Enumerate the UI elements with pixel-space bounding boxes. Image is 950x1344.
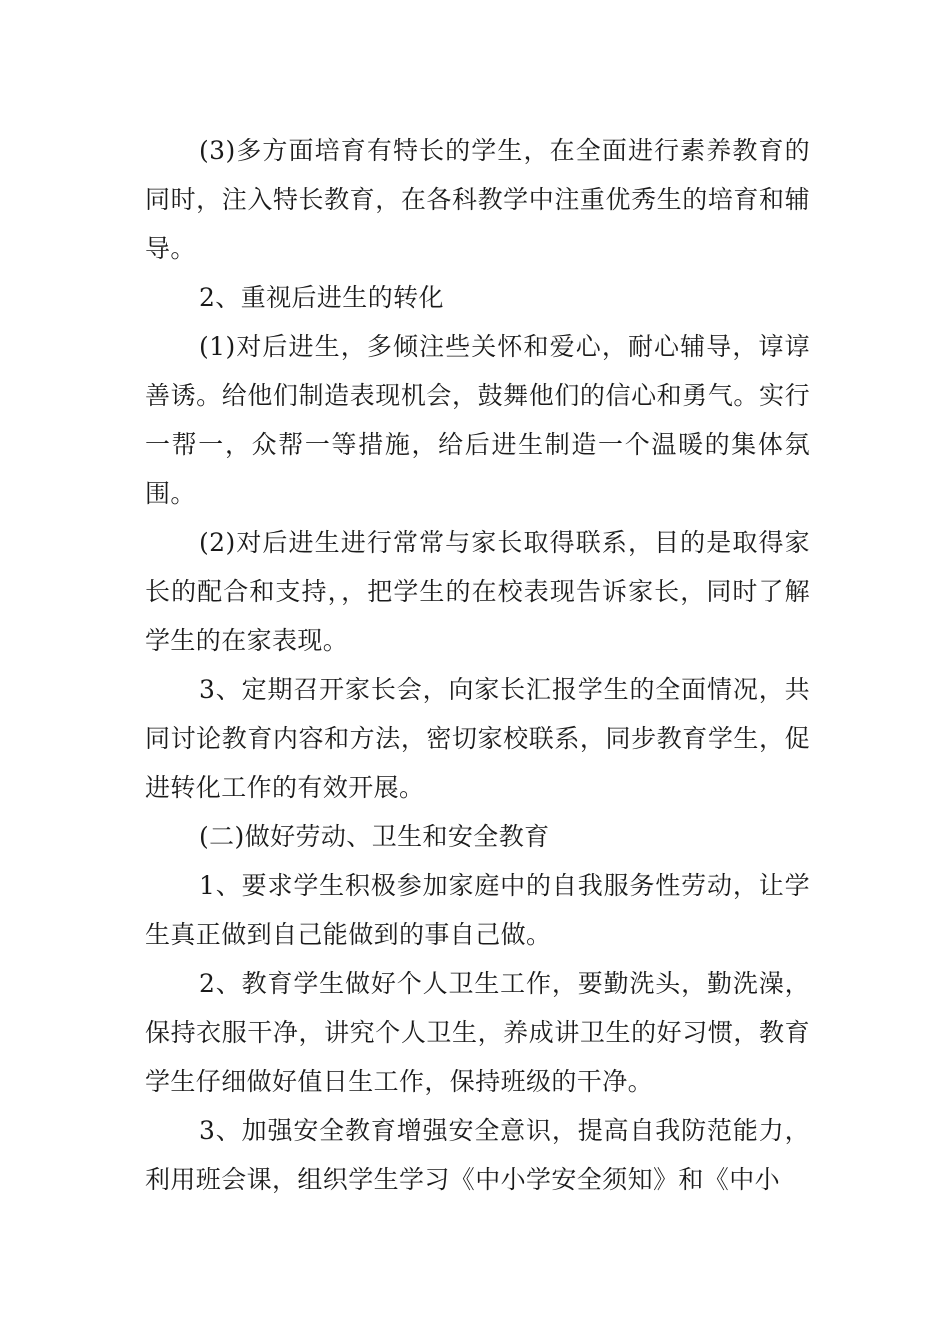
paragraph-7: 1、要求学生积极参加家庭中的自我服务性劳动，让学生真正做到自己能做到的事自己做。 [145, 871, 810, 949]
paragraph-5: 3、定期召开家长会，向家长汇报学生的全面情况，共同讨论教育内容和方法，密切家校联系，同步教育学生，促进转化工作的有效开展。 [145, 675, 810, 802]
paragraph-4: (2)对后进生进行常常与家长取得联系，目的是取得家长的配合和支持，，把学生的在校表现告诉家长，同时了解学生的在家表现。 [145, 528, 810, 655]
paragraph-3: (1)对后进生，多倾注些关怀和爱心，耐心辅导，谆谆善诱。给他们制造表现机会，鼓舞他们的信心和勇气。实行一帮一，众帮一等措施，给后进生制造一个温暖的集体氛围。 [145, 332, 810, 508]
paragraph-8: 2、教育学生做好个人卫生工作，要勤洗头，勤洗澡，保持衣服干净，讲究个人卫生，养成讲卫生的好习惯，教育学生仔细做好值日生工作，保持班级的干净。 [145, 969, 810, 1096]
paragraph-1: (3)多方面培育有特长的学生，在全面进行素养教育的同时，注入特长教育，在各科教学中注重优秀生的培育和辅导。 [145, 136, 810, 263]
paragraph-9: 3、加强安全教育增强安全意识，提高自我防范能力，利用班会课，组织学生学习《中小学安全须知》和《中小 [145, 1116, 810, 1194]
paragraph-2: 2、重视后进生的转化 [199, 283, 444, 312]
document-body [145, 126, 810, 1204]
paragraph-6: (二)做好劳动、卫生和安全教育 [199, 822, 550, 851]
